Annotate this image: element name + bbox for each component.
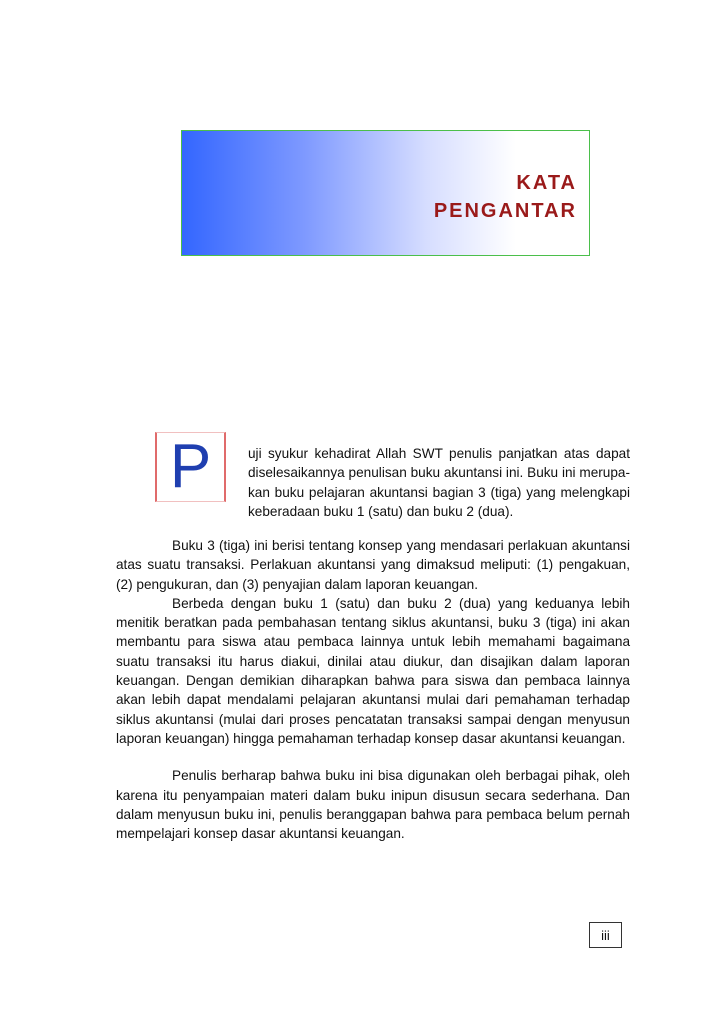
- page-title: [434, 169, 577, 225]
- drop-cap: [155, 432, 226, 502]
- title-line-pengantar: PENGANTAR: [433, 200, 577, 222]
- paragraph-buku-3: Buku 3 (tiga) ini berisi tentang konsep yang mendasari perlakuan akuntansi atas suatu transaksi. Perlakuan akuntansi yang dimaksud meliputi: (1) pengakuan, (2) pengukuran, dan (3) penyajian dalam laporan keuangan.: [116, 538, 630, 592]
- body-text: [116, 536, 630, 843]
- title-banner: [181, 130, 590, 256]
- paragraph-penulis: Penulis berharap bahwa buku ini bisa digunakan oleh berbagai pihak, oleh karena itu penyampaian materi dalam buku inipun disusun secara sederhana. Dan dalam menyusun buku ini, penulis beranggapan bahwa para pembaca belum pernah mempelajari konsep dasar akuntansi keuangan.: [116, 768, 630, 842]
- drop-cap-letter: P: [169, 432, 212, 501]
- page-number: iii: [589, 922, 622, 948]
- title-line-kata: KATA: [516, 172, 577, 194]
- paragraph-berbeda: Berbeda dengan buku 1 (satu) dan buku 2 (dua) yang keduanya lebih menitik beratkan pada pembahasan tentang siklus akuntansi, buku 3 (tiga) ini akan membantu para siswa atau pembaca lainnya untuk lebih memahami bagaimana suatu transaksi itu harus diakui, dinilai atau diukur, dan disajikan dalam laporan keuangan. Dengan demikian diharapkan bahwa para siswa dan pembaca lainnya akan lebih dapat mendalami pelajaran akuntansi mulai dari pemahaman terhadap siklus akuntansi (mulai dari proses pencatatan transaksi sampai dengan menyusun laporan keuangan) hingga pemahaman terhadap konsep dasar akuntansi keuangan.: [116, 595, 630, 746]
- lead-paragraph: uji syukur kehadirat Allah SWT penulis panjatkan atas dapat diselesaikannya penulisan buku akuntansi ini. Buku ini merupa-kan buku pelajaran akuntansi bagian 3 (tiga) yang melengkapi keberadaan buku 1 (satu) dan buku 2 (dua).: [248, 446, 630, 519]
